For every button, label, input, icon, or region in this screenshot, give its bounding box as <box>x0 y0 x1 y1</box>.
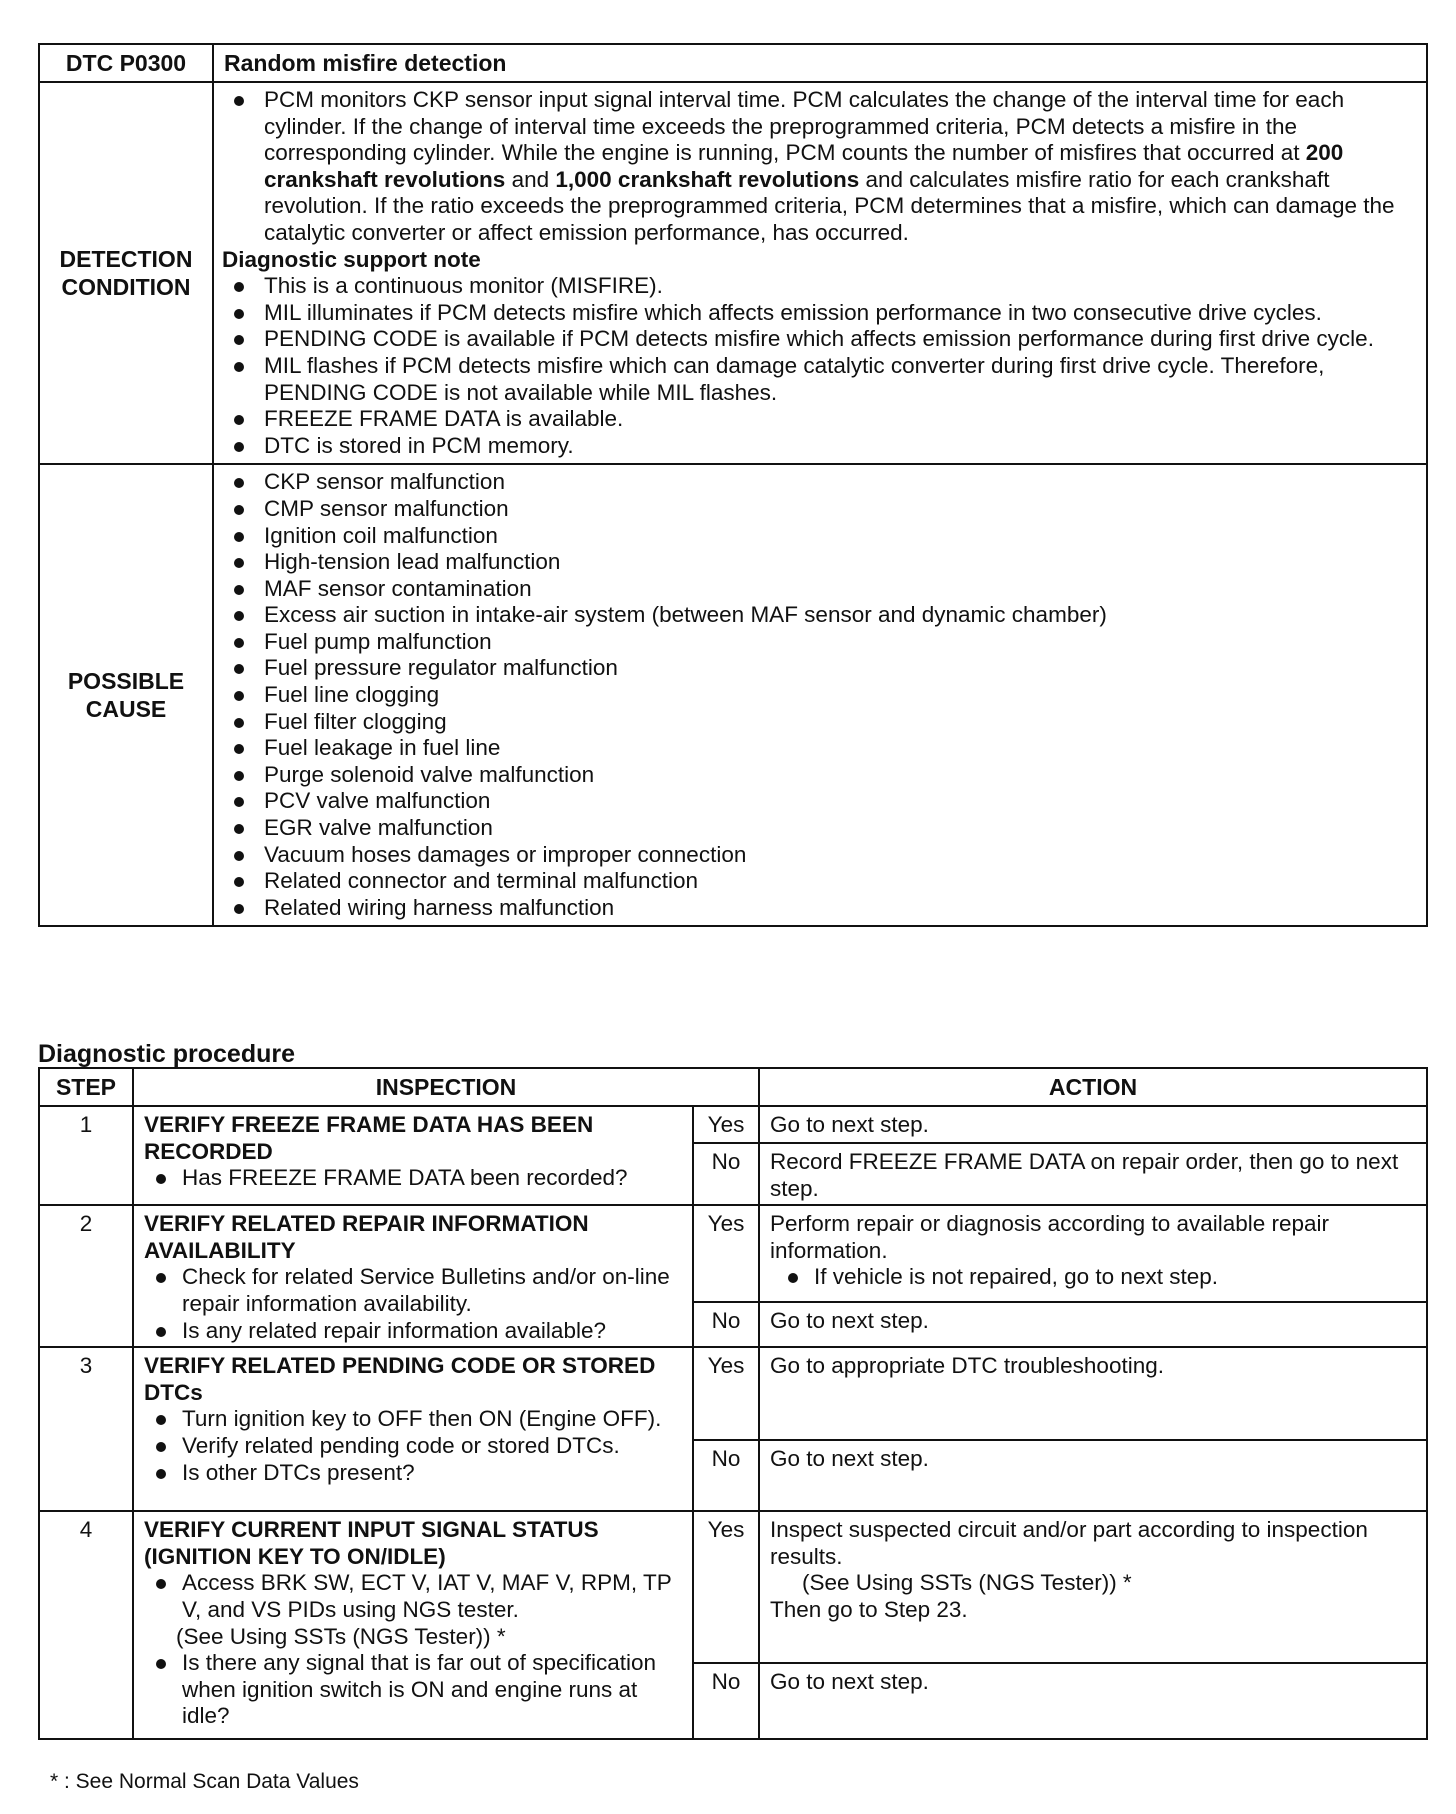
inspection-list <box>144 1165 682 1192</box>
yes-label: Yes <box>693 1511 759 1663</box>
dtc-detail-table <box>38 43 1428 927</box>
list-item: Verify related pending code or stored DTCs. <box>144 1433 682 1460</box>
inspection-title: VERIFY FREEZE FRAME DATA HAS BEEN RECORDED <box>144 1112 594 1164</box>
list-item: Fuel leakage in fuel line <box>222 735 1412 762</box>
list-item: MAF sensor contamination <box>222 576 1412 603</box>
no-action: Record FREEZE FRAME DATA on repair order, then go to next step. <box>759 1143 1427 1205</box>
list-item: Related wiring harness malfunction <box>222 895 1412 922</box>
reference-text: (See Using SSTs (NGS Tester)) * <box>176 1623 506 1649</box>
step-3-yes-row <box>39 1347 1427 1440</box>
step-inspection <box>133 1511 693 1739</box>
no-label: No <box>693 1440 759 1511</box>
detection-condition-body <box>213 82 1427 464</box>
detection-condition-label <box>39 82 213 464</box>
list-item: PCV valve malfunction <box>222 788 1412 815</box>
list-item: FREEZE FRAME DATA is available. <box>222 406 1412 433</box>
possible-cause-body <box>213 464 1427 926</box>
action-list <box>770 1264 1412 1291</box>
list-item: Fuel pressure regulator malfunction <box>222 655 1412 682</box>
list-item: DTC is stored in PCM memory. <box>222 433 1412 460</box>
support-note-heading: Diagnostic support note <box>222 246 481 272</box>
dtc-title: Random misfire detection <box>213 44 1427 82</box>
possible-cause-list <box>222 469 1412 921</box>
no-action: Go to next step. <box>759 1663 1427 1739</box>
step-number: 4 <box>39 1511 133 1739</box>
inspection-list <box>144 1406 682 1486</box>
no-label: No <box>693 1663 759 1739</box>
list-item: CMP sensor malfunction <box>222 496 1412 523</box>
action-text: Perform repair or diagnosis according to available repair information. <box>770 1211 1330 1263</box>
reference-text: (See Using SSTs (NGS Tester)) * <box>802 1570 1132 1596</box>
yes-label: Yes <box>693 1205 759 1301</box>
detection-main-list <box>222 87 1412 247</box>
list-item: Vacuum hoses damages or improper connection <box>222 842 1412 869</box>
yes-action: Go to appropriate DTC troubleshooting. <box>759 1347 1427 1440</box>
column-header-step: STEP <box>39 1068 133 1106</box>
list-item: Is any related repair information available? <box>144 1318 682 1345</box>
list-item: Has FREEZE FRAME DATA been recorded? <box>144 1165 682 1192</box>
section-title: Diagnostic procedure <box>38 1040 295 1068</box>
inspection-list <box>144 1570 682 1623</box>
step-2-yes-row <box>39 1205 1427 1301</box>
step-number: 2 <box>39 1205 133 1347</box>
list-item: Check for related Service Bulletins and/or on-line repair information availability. <box>144 1264 682 1317</box>
yes-action <box>759 1511 1427 1663</box>
diagnostic-procedure-table <box>38 1067 1428 1740</box>
step-number: 1 <box>39 1106 133 1205</box>
list-item: Fuel line clogging <box>222 682 1412 709</box>
no-label: No <box>693 1143 759 1205</box>
list-item: If vehicle is not repaired, go to next step. <box>776 1264 1412 1291</box>
list-item: CKP sensor malfunction <box>222 469 1412 496</box>
label-line: CAUSE <box>85 696 167 723</box>
list-item: High-tension lead malfunction <box>222 549 1412 576</box>
action-text: Then go to Step 23. <box>770 1596 968 1622</box>
step-inspection <box>133 1347 693 1511</box>
dtc-code: DTC P0300 <box>39 44 213 82</box>
inspection-title: VERIFY CURRENT INPUT SIGNAL STATUS (IGNITION KEY TO ON/IDLE) <box>144 1517 599 1569</box>
list-item: Is there any signal that is far out of specification when ignition switch is ON and engine runs at idle? <box>144 1650 682 1730</box>
label-line: CONDITION <box>61 274 191 301</box>
list-item: Fuel filter clogging <box>222 709 1412 736</box>
list-item: MIL flashes if PCM detects misfire which can damage catalytic converter during first drive cycle. Therefore, PENDING CODE is not available while MIL flashes. <box>222 353 1412 406</box>
column-header-inspection: INSPECTION <box>133 1068 759 1106</box>
step-inspection <box>133 1205 693 1347</box>
footnote: * : See Normal Scan Data Values <box>50 1770 359 1793</box>
dtc-header-row <box>39 44 1427 82</box>
list-item: Related connector and terminal malfunction <box>222 868 1412 895</box>
step-inspection <box>133 1106 693 1205</box>
list-item: Fuel pump malfunction <box>222 629 1412 656</box>
label-line: POSSIBLE <box>67 668 185 695</box>
list-item: Excess air suction in intake-air system (between MAF sensor and dynamic chamber) <box>222 602 1412 629</box>
possible-cause-row <box>39 464 1427 926</box>
action-text: Inspect suspected circuit and/or part according to inspection results. <box>770 1517 1368 1569</box>
support-note-list <box>222 273 1412 459</box>
list-item: PENDING CODE is available if PCM detects misfire which affects emission performance during first drive cycle. <box>222 326 1412 353</box>
label-line: DETECTION <box>59 246 193 273</box>
list-item: EGR valve malfunction <box>222 815 1412 842</box>
list-item: Access BRK SW, ECT V, IAT V, MAF V, RPM, TP V, and VS PIDs using NGS tester. <box>144 1570 682 1623</box>
yes-label: Yes <box>693 1106 759 1143</box>
inspection-list <box>144 1264 682 1344</box>
no-label: No <box>693 1302 759 1348</box>
detection-main-text: PCM monitors CKP sensor input signal interval time. PCM calculates the change of the interval time for each cylinder. If the change of interval time exceeds the preprogrammed criteria, PCM detects a misfire in the corresponding cylinder. While the engine is running, PCM counts the number of misfires that occurred at 200 crankshaft revolutions and 1,000 crankshaft revolutions and calculates misfire ratio for each crankshaft revolution. If the ratio exceeds the preprogrammed criteria, PCM determines that a misfire, which can damage the catalytic converter or affect emission performance, has occurred. <box>222 87 1412 247</box>
list-item: This is a continuous monitor (MISFIRE). <box>222 273 1412 300</box>
detection-condition-row <box>39 82 1427 464</box>
column-header-action: ACTION <box>759 1068 1427 1106</box>
yes-label: Yes <box>693 1347 759 1440</box>
inspection-title: VERIFY RELATED REPAIR INFORMATION AVAILABILITY <box>144 1211 589 1263</box>
list-item: Is other DTCs present? <box>144 1460 682 1487</box>
list-item: Ignition coil malfunction <box>222 523 1412 550</box>
no-action: Go to next step. <box>759 1440 1427 1511</box>
step-1-yes-row <box>39 1106 1427 1143</box>
possible-cause-label <box>39 464 213 926</box>
inspection-title: VERIFY RELATED PENDING CODE OR STORED DTCs <box>144 1353 656 1405</box>
list-item: Purge solenoid valve malfunction <box>222 762 1412 789</box>
procedure-header-row <box>39 1068 1427 1106</box>
list-item: MIL illuminates if PCM detects misfire which affects emission performance in two consecutive drive cycles. <box>222 300 1412 327</box>
yes-action: Go to next step. <box>759 1106 1427 1143</box>
yes-action <box>759 1205 1427 1301</box>
inspection-list <box>144 1650 682 1730</box>
step-4-yes-row <box>39 1511 1427 1663</box>
step-number: 3 <box>39 1347 133 1511</box>
list-item: Turn ignition key to OFF then ON (Engine OFF). <box>144 1406 682 1433</box>
no-action: Go to next step. <box>759 1302 1427 1348</box>
